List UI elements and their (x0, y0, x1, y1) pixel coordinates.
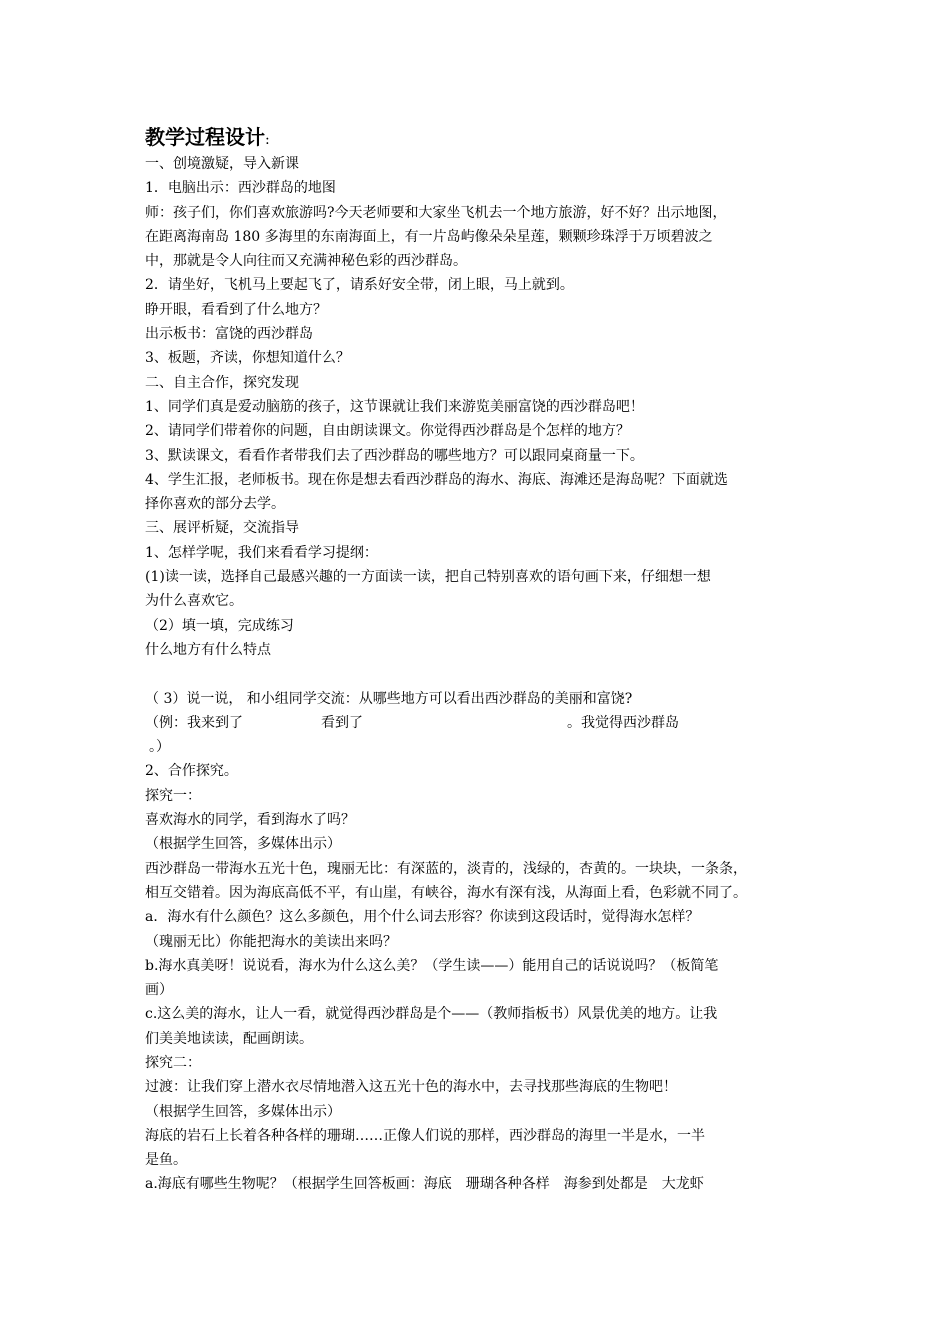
text-line: 西沙群岛一带海水五光十色，瑰丽无比：有深蓝的，淡青的，浅绿的，杏黄的。一块块，一条条， (145, 860, 747, 877)
document-body (145, 122, 825, 1197)
text-line: b.海水真美呀！说说看，海水为什么这么美？（学生读——）能用自己的话说说吗？（板简笔 (145, 957, 719, 974)
text-line: 1、怎样学呢，我们来看看学习提纲： (145, 544, 378, 561)
text-line: 中，那就是令人向往而又充满神秘色彩的西沙群岛。 (145, 253, 467, 270)
text-line: 4、学生汇报，老师板书。现在你是想去看西沙群岛的海水、海底、海滩还是海岛呢？下面就选 (145, 471, 728, 488)
text-line: 探究一： (145, 787, 201, 804)
text-line: （ 3）说一说， 和小组同学交流：从哪些地方可以看出西沙群岛的美丽和富饶? (145, 690, 633, 707)
example-line (145, 711, 825, 735)
example-part-4: 。） (149, 739, 170, 756)
text-line: 海底的岩石上长着各种各样的珊瑚……正像人们说的那样，西沙群岛的海里一半是水，一半 (145, 1127, 705, 1144)
text-line: 是鱼。 (145, 1152, 187, 1169)
text-line: 一、创境激疑，导入新课 (145, 156, 299, 172)
page-title: 教学过程设计 (145, 125, 265, 149)
text-line: 们美美地读读，配画朗读。 (145, 1030, 313, 1047)
text-line: 什么地方有什么特点 (145, 641, 271, 658)
text-line: 1．电脑出示：西沙群岛的地图 (145, 180, 336, 197)
text-line: 二、自主合作，探究发现 (145, 374, 299, 391)
text-line: （根据学生回答，多媒体出示） (145, 836, 341, 853)
text-line: 2、请同学们带着你的问题，自由朗读课文。你觉得西沙群岛是个怎样的地方？ (145, 423, 630, 440)
title-colon: : (265, 132, 270, 148)
text-line: 为什么喜欢它。 (145, 593, 243, 610)
text-line: 睁开眼，看看到了什么地方？ (145, 301, 327, 318)
example-part-1: （例：我来到了 (145, 714, 243, 731)
text-line: 3、板题，齐读，你想知道什么？ (145, 350, 350, 367)
text-line: 2．请坐好，飞机马上要起飞了，请系好安全带，闭上眼，马上就到。 (145, 277, 574, 294)
text-line: 三、展评析疑，交流指导 (145, 520, 299, 537)
example-part-3: 。我觉得西沙群岛 (567, 714, 679, 731)
blank-line (145, 662, 825, 686)
text-line: 过渡：让我们穿上潜水衣尽情地潜入这五光十色的海水中，去寻找那些海底的生物吧！ (145, 1079, 677, 1096)
text-line: (1)读一读，选择自己最感兴趣的一方面读一读，把自己特别喜欢的语句画下来，仔细想一想 (145, 569, 711, 586)
text-line: 师：孩子们，你们喜欢旅游吗?今天老师要和大家坐飞机去一个地方旅游，好不好？出示地图， (145, 204, 727, 221)
example-part-2: 看到了 (321, 714, 363, 731)
text-line: （2）填一填，完成练习 (145, 617, 294, 634)
text-line: 在距离海南岛 180 多海里的东南海面上，有一片岛屿像朵朵星莲，颗颗珍珠浮于万顷碧波之 (145, 228, 713, 245)
text-line: 喜欢海水的同学，看到海水了吗？ (145, 812, 355, 829)
text-line: 2、合作探究。 (145, 763, 238, 780)
text-line: 择你喜欢的部分去学。 (145, 496, 285, 513)
text-line: 画） (145, 982, 173, 999)
text-line: （根据学生回答，多媒体出示） (145, 1103, 341, 1120)
text-line: （瑰丽无比）你能把海水的美读出来吗？ (145, 933, 397, 950)
paragraph-lines (145, 152, 825, 1197)
text-line: 3、默读课文，看看作者带我们去了西沙群岛的哪些地方？可以跟同桌商量一下。 (145, 447, 644, 464)
text-line: 1、同学们真是爱动脑筋的孩子，这节课就让我们来游览美丽富饶的西沙群岛吧！ (145, 398, 644, 415)
text-line: c.这么美的海水，让人一看，就觉得西沙群岛是个——（教师指板书）风景优美的地方。让我 (145, 1006, 718, 1023)
heading-line (145, 122, 825, 152)
text-line: a.海底有哪些生物呢？（根据学生回答板画：海底 珊瑚各种各样 海参到处都是 大龙虾 (145, 1176, 704, 1193)
text-line: a．海水有什么颜色？这么多颜色，用个什么词去形容？你读到这段话时，觉得海水怎样？ (145, 909, 700, 926)
text-line: 出示板书：富饶的西沙群岛 (145, 326, 313, 343)
text-line: 探究二： (145, 1054, 201, 1071)
text-line: 相互交错着。因为海底高低不平，有山崖，有峡谷，海水有深有浅，从海面上看，色彩就不同了。 (145, 884, 747, 901)
example-line-end (145, 735, 825, 759)
